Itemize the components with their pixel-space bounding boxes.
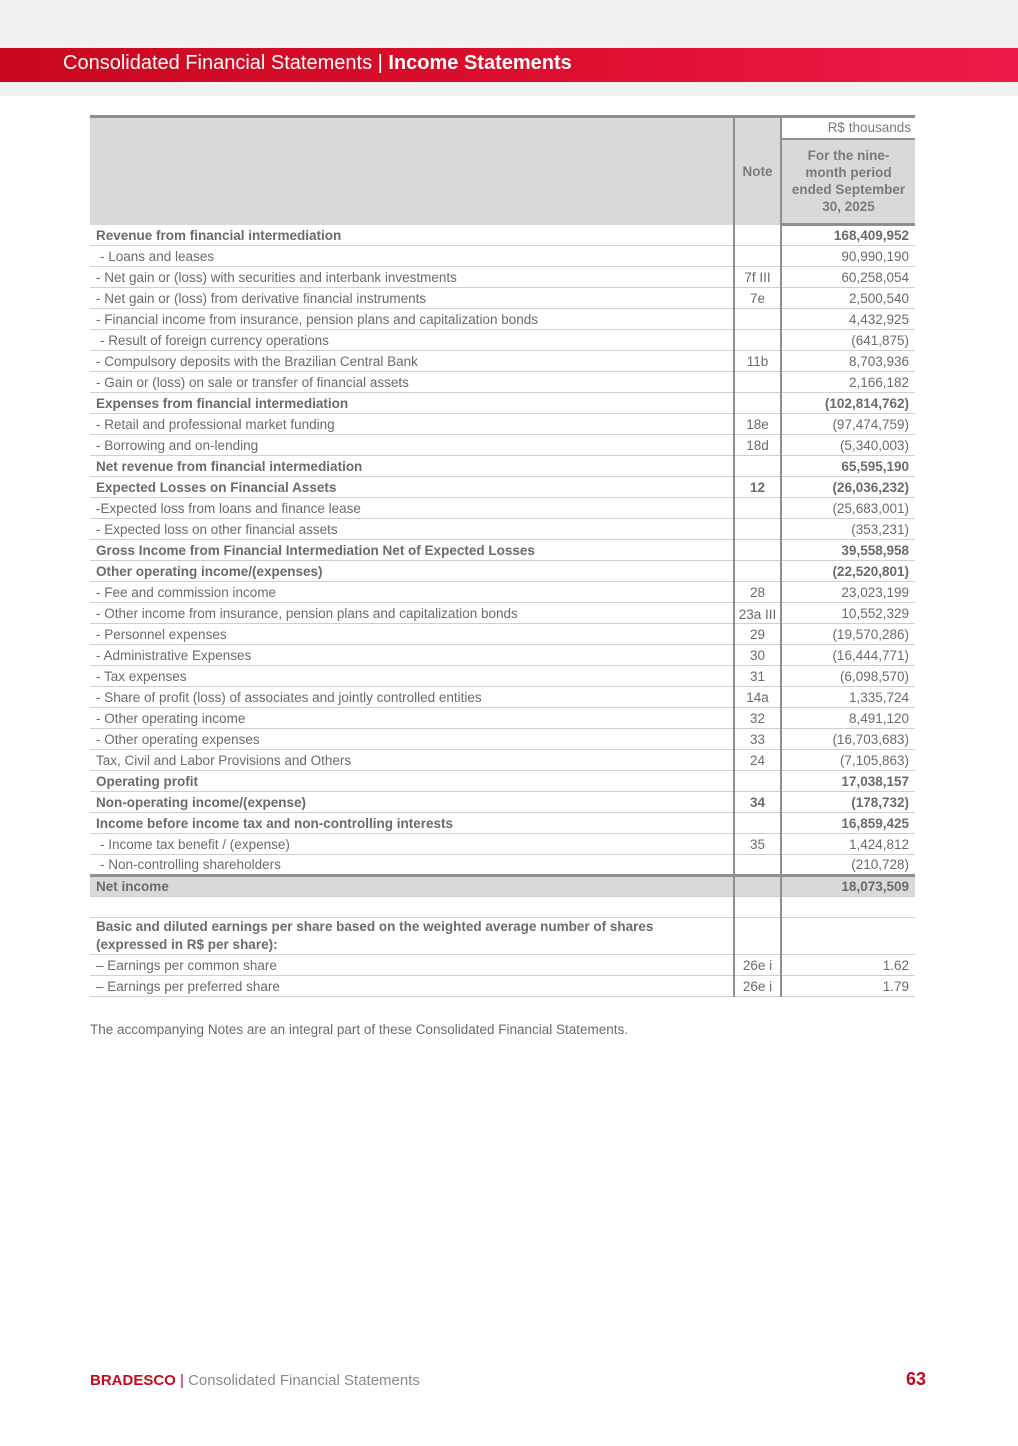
row-value: 23,023,199 [781, 582, 915, 603]
row-value: 90,990,190 [781, 246, 915, 267]
row-label: Expenses from financial intermediation [90, 393, 734, 414]
row-value [781, 918, 915, 955]
row-value: (16,444,771) [781, 645, 915, 666]
row-value: 2,166,182 [781, 372, 915, 393]
row-note: 12 [734, 477, 781, 498]
row-note [734, 498, 781, 519]
table-row [90, 414, 915, 435]
row-label: - Other income from insurance, pension plans and capitalization bonds [90, 603, 734, 624]
row-note [734, 372, 781, 393]
row-value: 17,038,157 [781, 771, 915, 792]
row-note: 24 [734, 750, 781, 771]
row-note: 7f III [734, 267, 781, 288]
units-label: R$ thousands [781, 117, 915, 139]
note-header: Note [734, 117, 781, 225]
row-note: 29 [734, 624, 781, 645]
table-row [90, 519, 915, 540]
row-value: 10,552,329 [781, 603, 915, 624]
brand-name: BRADESCO [90, 1372, 176, 1389]
table-row [90, 792, 915, 813]
row-value: 60,258,054 [781, 267, 915, 288]
footer [90, 1372, 420, 1389]
row-value: 39,558,958 [781, 540, 915, 561]
row-label: - Personnel expenses [90, 624, 734, 645]
row-note [734, 246, 781, 267]
row-label: - Administrative Expenses [90, 645, 734, 666]
row-value: (178,732) [781, 792, 915, 813]
table-row [90, 309, 915, 330]
row-note [734, 309, 781, 330]
table-row [90, 666, 915, 687]
table-row [90, 351, 915, 372]
row-note: 34 [734, 792, 781, 813]
table-row [90, 372, 915, 393]
row-value: 8,491,120 [781, 708, 915, 729]
table-row [90, 246, 915, 267]
row-label: Expected Losses on Financial Assets [90, 477, 734, 498]
row-label: - Gain or (loss) on sale or transfer of financial assets [90, 372, 734, 393]
row-label: - Tax expenses [90, 666, 734, 687]
row-value: (5,340,003) [781, 435, 915, 456]
row-note: 32 [734, 708, 781, 729]
table-row [90, 456, 915, 477]
row-value: (25,683,001) [781, 498, 915, 519]
table-row [90, 603, 915, 624]
spacer-row [90, 897, 915, 918]
row-value: (26,036,232) [781, 477, 915, 498]
row-label: - Expected loss on other financial assets [90, 519, 734, 540]
table-row [90, 855, 915, 876]
table-row [90, 976, 915, 997]
row-value: 1,335,724 [781, 687, 915, 708]
row-value: (641,875) [781, 330, 915, 351]
table-row [90, 330, 915, 351]
description-header [90, 117, 734, 225]
row-note [734, 603, 781, 624]
row-note: 18d [734, 435, 781, 456]
row-label: Revenue from financial intermediation [90, 225, 734, 246]
table-row [90, 477, 915, 498]
row-note [734, 393, 781, 414]
row-label: - Net gain or (loss) from derivative financial instruments [90, 288, 734, 309]
table-row [90, 561, 915, 582]
period-header: For the nine-month period ended September 30, 2025 [781, 139, 915, 225]
row-label: - Financial income from insurance, pension plans and capitalization bonds [90, 309, 734, 330]
row-note: 31 [734, 666, 781, 687]
spacer-cell [734, 897, 781, 918]
table-row [90, 729, 915, 750]
row-label: – Earnings per common share [90, 955, 734, 976]
eps-heading: Basic and diluted earnings per share based on the weighted average number of shares (expressed in R$ per share): [90, 918, 734, 955]
row-value: 1.62 [781, 955, 915, 976]
row-note [734, 225, 781, 246]
row-note: 33 [734, 729, 781, 750]
title-bar [0, 48, 1018, 82]
row-note: 7e [734, 288, 781, 309]
row-label: - Net gain or (loss) with securities and interbank investments [90, 267, 734, 288]
table-row [90, 435, 915, 456]
row-value: (22,520,801) [781, 561, 915, 582]
row-value: 8,703,936 [781, 351, 915, 372]
row-value: (353,231) [781, 519, 915, 540]
footer-doc-title: Consolidated Financial Statements [188, 1372, 420, 1389]
row-note: 35 [734, 834, 781, 855]
row-value: 4,432,925 [781, 309, 915, 330]
row-label: - Retail and professional market funding [90, 414, 734, 435]
row-note [734, 330, 781, 351]
row-note: 11b [734, 351, 781, 372]
table-row [90, 771, 915, 792]
table-row [90, 498, 915, 519]
table-row [90, 645, 915, 666]
row-note: 30 [734, 645, 781, 666]
row-value: 168,409,952 [781, 225, 915, 246]
row-label: Operating profit [90, 771, 734, 792]
row-note [734, 771, 781, 792]
row-value: (16,703,683) [781, 729, 915, 750]
row-value: (210,728) [781, 855, 915, 876]
row-note [734, 876, 781, 897]
table-row [90, 288, 915, 309]
row-label: Net income [90, 876, 734, 897]
spacer-cell [90, 897, 734, 918]
income-statement-table [90, 115, 915, 997]
footer-separator: | [180, 1372, 184, 1389]
row-note: 14a [734, 687, 781, 708]
table-row [90, 393, 915, 414]
row-label: - Loans and leases [90, 246, 734, 267]
row-label: Non-operating income/(expense) [90, 792, 734, 813]
table-row [90, 267, 915, 288]
row-value: 16,859,425 [781, 813, 915, 834]
row-label: - Borrowing and on-lending [90, 435, 734, 456]
row-label: - Share of profit (loss) of associates and jointly controlled entities [90, 687, 734, 708]
row-value: (97,474,759) [781, 414, 915, 435]
row-note: 18e [734, 414, 781, 435]
row-value: 1,424,812 [781, 834, 915, 855]
table-row [90, 813, 915, 834]
row-value: 1.79 [781, 976, 915, 997]
row-value: (7,105,863) [781, 750, 915, 771]
row-note: 28 [734, 582, 781, 603]
footnote: The accompanying Notes are an integral part of these Consolidated Financial Statements. [90, 1022, 629, 1037]
row-label: - Other operating expenses [90, 729, 734, 750]
row-value: (6,098,570) [781, 666, 915, 687]
row-note: 26e i [734, 955, 781, 976]
table-row [90, 708, 915, 729]
eps-heading-row [90, 918, 915, 955]
row-label: – Earnings per preferred share [90, 976, 734, 997]
table-row [90, 624, 915, 645]
row-label: - Result of foreign currency operations [90, 330, 734, 351]
row-value: 65,595,190 [781, 456, 915, 477]
row-label: Tax, Civil and Labor Provisions and Others [90, 750, 734, 771]
table-row [90, 834, 915, 855]
row-value: (102,814,762) [781, 393, 915, 414]
row-note [734, 561, 781, 582]
row-label: - Other operating income [90, 708, 734, 729]
row-note [734, 456, 781, 477]
row-note-text: 23a III [738, 607, 777, 622]
row-value: 18,073,509 [781, 876, 915, 897]
row-note [734, 540, 781, 561]
net-income-row [90, 876, 915, 897]
row-value: (19,570,286) [781, 624, 915, 645]
row-label: - Compulsory deposits with the Brazilian Central Bank [90, 351, 734, 372]
table-row [90, 687, 915, 708]
table-row [90, 955, 915, 976]
row-label: Net revenue from financial intermediation [90, 456, 734, 477]
row-label: Other operating income/(expenses) [90, 561, 734, 582]
row-note [734, 918, 781, 955]
table-row [90, 582, 915, 603]
statement-title: Income Statements [388, 52, 572, 74]
row-value: 2,500,540 [781, 288, 915, 309]
page-title [63, 52, 572, 75]
row-label: - Income tax benefit / (expense) [90, 834, 734, 855]
row-label: Gross Income from Financial Intermediation Net of Expected Losses [90, 540, 734, 561]
row-note [734, 813, 781, 834]
row-note: 26e i [734, 976, 781, 997]
row-label: - Fee and commission income [90, 582, 734, 603]
spacer-cell [781, 897, 915, 918]
table-row [90, 225, 915, 246]
row-note [734, 855, 781, 876]
row-note [734, 519, 781, 540]
table-row [90, 750, 915, 771]
table-row [90, 540, 915, 561]
page-number: 63 [905, 1369, 926, 1389]
row-label: - Non-controlling shareholders [90, 855, 734, 876]
row-label: Income before income tax and non-controlling interests [90, 813, 734, 834]
section-label: Consolidated Financial Statements | [63, 52, 383, 74]
row-label: -Expected loss from loans and finance lease [90, 498, 734, 519]
